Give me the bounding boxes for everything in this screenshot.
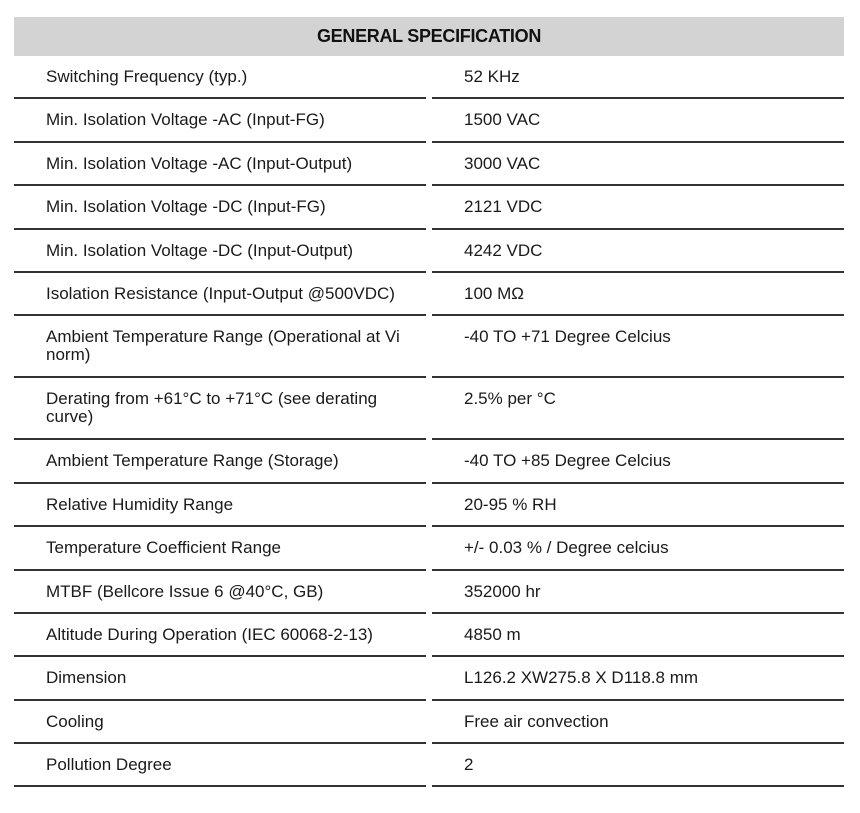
- spec-label: Altitude During Operation (IEC 60068-2-13): [14, 614, 426, 657]
- spec-value: 1500 VAC: [432, 99, 844, 142]
- spec-value: 4850 m: [432, 614, 844, 657]
- spec-label: Temperature Coefficient Range: [14, 527, 426, 570]
- spec-label: Ambient Temperature Range (Operational at Vi norm): [14, 316, 426, 378]
- spec-value: +/- 0.03 % / Degree celcius: [432, 527, 844, 570]
- spec-label: Isolation Resistance (Input-Output @500VDC): [14, 273, 426, 316]
- spec-label: Switching Frequency (typ.): [14, 56, 426, 99]
- table-row: [14, 143, 844, 186]
- spec-label: Pollution Degree: [14, 744, 426, 787]
- spec-label: Relative Humidity Range: [14, 484, 426, 527]
- spec-label: Min. Isolation Voltage -AC (Input-Output): [14, 143, 426, 186]
- table-row: [14, 440, 844, 483]
- spec-value: 3000 VAC: [432, 143, 844, 186]
- spec-label: Min. Isolation Voltage -DC (Input-FG): [14, 186, 426, 229]
- table-row: [14, 273, 844, 316]
- spec-value: 352000 hr: [432, 571, 844, 614]
- table-row: [14, 378, 844, 440]
- spec-value: 100 MΩ: [432, 273, 844, 316]
- table-row: [14, 56, 844, 99]
- table-row: [14, 484, 844, 527]
- table-row: [14, 614, 844, 657]
- table-title: GENERAL SPECIFICATION: [14, 17, 844, 56]
- spec-value: Free air convection: [432, 701, 844, 744]
- table-row: [14, 316, 844, 378]
- general-specification-table: [14, 17, 844, 787]
- spec-value: 4242 VDC: [432, 230, 844, 273]
- spec-label: Dimension: [14, 657, 426, 700]
- spec-label: Cooling: [14, 701, 426, 744]
- spec-label: Min. Isolation Voltage -AC (Input-FG): [14, 99, 426, 142]
- spec-label: Derating from +61°C to +71°C (see derating curve): [14, 378, 426, 440]
- spec-value: -40 TO +85 Degree Celcius: [432, 440, 844, 483]
- table-row: [14, 230, 844, 273]
- spec-label: Min. Isolation Voltage -DC (Input-Output): [14, 230, 426, 273]
- spec-label: MTBF (Bellcore Issue 6 @40°C, GB): [14, 571, 426, 614]
- table-row: [14, 657, 844, 700]
- spec-value: -40 TO +71 Degree Celcius: [432, 316, 844, 378]
- table-row: [14, 186, 844, 229]
- table-row: [14, 744, 844, 787]
- table-row: [14, 701, 844, 744]
- spec-value: 2: [432, 744, 844, 787]
- spec-value: 52 KHz: [432, 56, 844, 99]
- spec-value: 20-95 % RH: [432, 484, 844, 527]
- table-row: [14, 571, 844, 614]
- spec-value: L126.2 XW275.8 X D118.8 mm: [432, 657, 844, 700]
- table-row: [14, 99, 844, 142]
- spec-value: 2121 VDC: [432, 186, 844, 229]
- spec-value: 2.5% per °C: [432, 378, 844, 440]
- spec-label: Ambient Temperature Range (Storage): [14, 440, 426, 483]
- table-row: [14, 527, 844, 570]
